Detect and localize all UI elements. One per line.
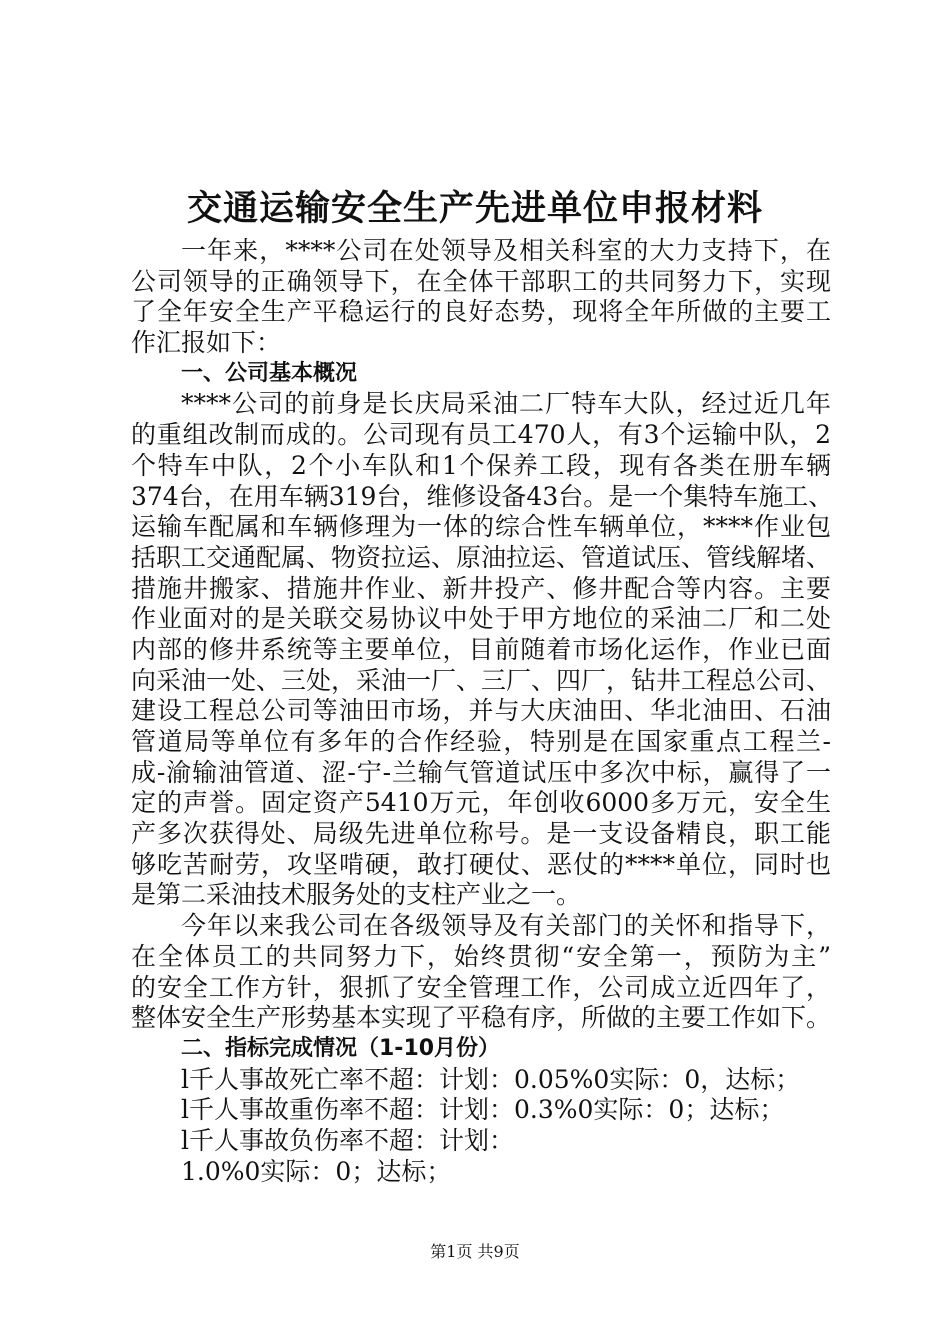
paragraph-line: 一年来，****公司在处领导及相关科室的大力支持下，在 [181, 236, 831, 265]
paragraph-line: 成-渝输油管道、涩-宁-兰输气管道试压中多次中标，赢得了一 [131, 757, 831, 787]
paragraph-line: l千人事故重伤率不超：计划：0.3%0实际：0；达标； [181, 1095, 785, 1125]
paragraph-line: 够吃苦耐劳，攻坚啃硬，敢打硬仗、恶仗的****单位，同时也 [131, 849, 831, 879]
paragraph-line: 内部的修井系统等主要单位，目前随着市场化运作，作业已面 [131, 634, 831, 664]
paragraph-line: 向采油一处、三处，采油一厂、三厂、四厂，钻井工程总公司、 [131, 665, 832, 695]
paragraph-line: ****公司的前身是长庆局采油二厂特车大队，经过近几年 [181, 389, 831, 419]
paragraph-line: 管道局等单位有多年的合作经验，特别是在国家重点工程兰- [131, 727, 831, 756]
paragraph-line: 个特车中队，2个小车队和1个保养工段，现有各类在册车辆 [131, 450, 831, 480]
paragraph-line: 括职工交通配属、物资拉运、原油拉运、管道试压、管线解堵、 [131, 542, 832, 572]
paragraph-line: 是第二采油技术服务处的支柱产业之一。 [131, 880, 582, 910]
section-heading: 二、指标完成情况（1-10月份） [181, 1035, 501, 1061]
paragraph-line: 建设工程总公司等油田市场，并与大庆油田、华北油田、石油 [131, 696, 831, 726]
paragraph-line: 1.0%0实际：0；达标； [181, 1156, 452, 1186]
paragraph-line: 作汇报如下： [131, 328, 282, 358]
paragraph-line: 的重组改制而成的。公司现有员工470人，有3个运输中队，2 [131, 420, 831, 450]
paragraph-line: 在全体员工的共同努力下，始终贯彻“安全第一，预防为主” [131, 941, 831, 971]
document-title: 交通运输安全生产先进单位申报材料 [186, 188, 763, 229]
document-body [131, 236, 834, 1187]
paragraph-line: 公司领导的正确领导下，在全体干部职工的共同努力下，实现 [131, 266, 831, 296]
paragraph-line: 今年以来我公司在各级领导及有关部门的关怀和指导下， [181, 911, 831, 941]
paragraph-line: 定的声誉。固定资产5410万元，年创收6000多万元，安全生 [131, 788, 831, 818]
paragraph-line: 措施井搬家、措施井作业、新井投产、修井配合等内容。主要 [131, 573, 831, 603]
paragraph-line: 作业面对的是关联交易协议中处于甲方地位的采油二厂和二处 [131, 604, 831, 634]
paragraph-line: l千人事故负伤率不超：计划： [181, 1125, 514, 1155]
paragraph-line: 整体安全生产形势基本实现了平稳有序，所做的主要工作如下。 [131, 1003, 832, 1033]
paragraph-line: 374台，在用车辆319台，维修设备43台。是一个集特车施工、 [131, 481, 834, 511]
section-heading: 一、公司基本概况 [181, 360, 358, 386]
paragraph-line: 运输车配属和车辆修理为一体的综合性车辆单位，****作业包 [131, 512, 831, 542]
paragraph-line: 的安全工作方针，狠抓了安全管理工作，公司成立近四年了， [131, 972, 831, 1002]
paragraph-line: 产多次获得处、局级先进单位称号。是一支设备精良，职工能 [131, 819, 831, 849]
page-footer: 第1页 共9页 [430, 1242, 520, 1261]
paragraph-line: l千人事故死亡率不超：计划：0.05%0实际：0，达标； [181, 1064, 801, 1094]
paragraph-line: 了全年安全生产平稳运行的良好态势，现将全年所做的主要工 [131, 297, 831, 327]
